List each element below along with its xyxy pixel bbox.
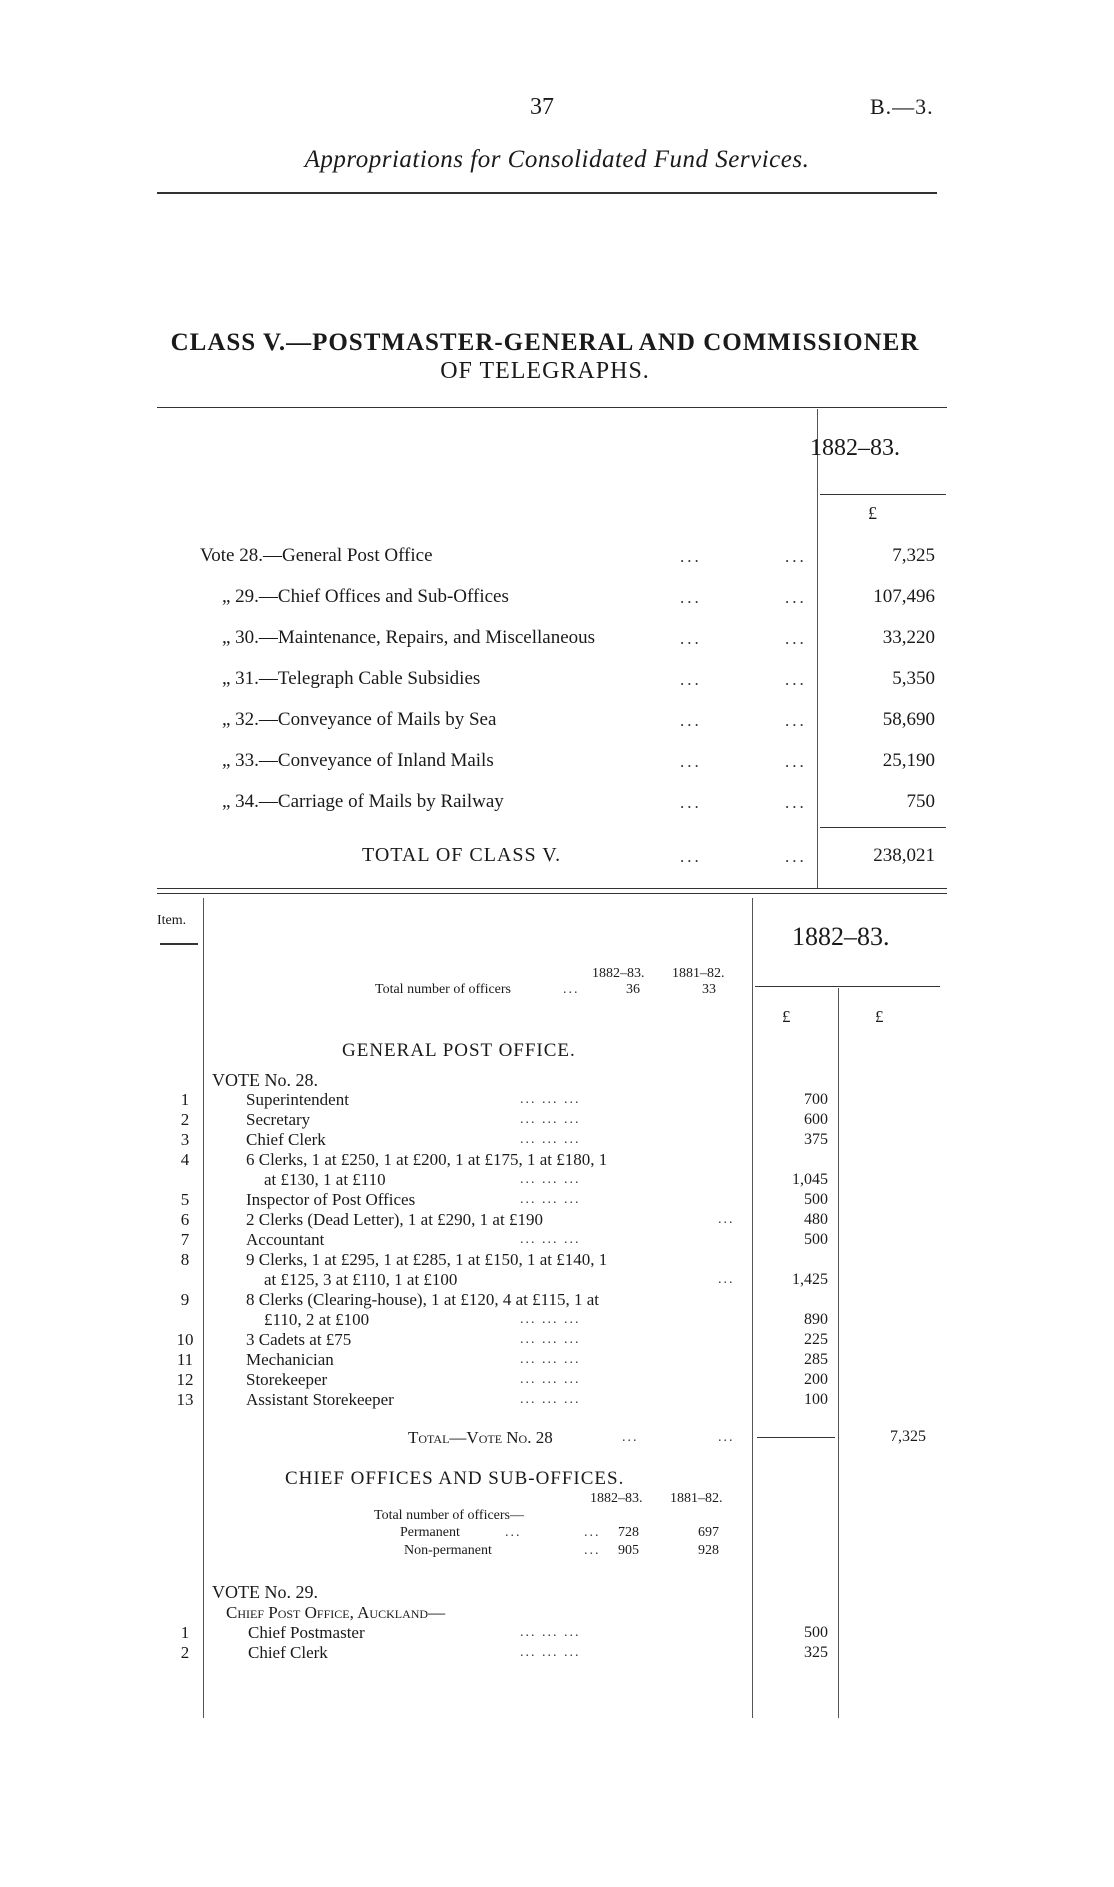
description-column-divider — [752, 898, 753, 1718]
summary-currency-symbol: £ — [868, 503, 877, 523]
officers-count-value: 928 — [698, 1543, 719, 1558]
leader-dots: ... — [505, 1525, 522, 1540]
item-amount: 100 — [804, 1391, 828, 1408]
item-number: 1 — [180, 1090, 190, 1109]
leader-dots: ... ... ... — [520, 1172, 581, 1187]
item-amount: 200 — [804, 1371, 828, 1388]
item-number: 2 — [180, 1643, 190, 1662]
summary-sum-rule — [820, 827, 946, 828]
leader-dots: ... ... ... — [520, 1645, 581, 1660]
summary-year-rule — [820, 494, 946, 495]
leader-dots: ... ... ... — [520, 1312, 581, 1327]
item-description: Chief Clerk — [246, 1130, 326, 1149]
officers-count-value: 905 — [618, 1543, 639, 1558]
item-description: 8 Clerks (Clearing-house), 1 at £120, 4 at £115, 1 at — [246, 1290, 599, 1309]
vote-total-rule — [757, 1437, 835, 1438]
leader-dots: ... — [622, 1430, 639, 1445]
item-amount: 285 — [804, 1351, 828, 1368]
summary-year-header: 1882–83. — [810, 435, 900, 461]
item-description-continued: £110, 2 at £100 — [264, 1310, 370, 1329]
item-number: 11 — [176, 1350, 194, 1369]
summary-vote-amount: 33,220 — [882, 627, 935, 648]
leader-dots: ... ... ... — [520, 1232, 581, 1247]
vote-heading: VOTE No. 29. — [212, 1582, 318, 1602]
item-number: 8 — [180, 1250, 190, 1269]
item-amount: 1,045 — [792, 1171, 828, 1188]
item-description: Chief Clerk — [248, 1643, 328, 1662]
item-number: 7 — [180, 1230, 190, 1249]
leader-dots: ... — [563, 982, 580, 997]
currency-symbol-totals: £ — [875, 1007, 884, 1026]
leader-dots: ... — [785, 793, 807, 812]
officers-count-value: 33 — [702, 982, 716, 997]
summary-vote-label: „ 34.—Carriage of Mails by Railway — [222, 791, 504, 812]
leader-dots: ... — [785, 547, 807, 566]
summary-vote-label: „ 33.—Conveyance of Inland Mails — [222, 750, 494, 771]
item-description: 6 Clerks, 1 at £250, 1 at £200, 1 at £175, 1 at £180, 1 — [246, 1150, 608, 1169]
leader-dots: ... — [680, 847, 702, 866]
item-description: Chief Postmaster — [248, 1623, 365, 1642]
summary-column-divider — [817, 409, 818, 889]
summary-vote-amount: 5,350 — [892, 668, 935, 689]
detail-year-header: 1882–83. — [792, 922, 890, 951]
item-number: 12 — [176, 1370, 194, 1389]
item-description-continued: at £125, 3 at £110, 1 at £100 — [264, 1270, 458, 1289]
leader-dots: ... ... ... — [520, 1372, 581, 1387]
summary-bottom-rule — [157, 888, 947, 889]
item-amount: 890 — [804, 1311, 828, 1328]
leader-dots: ... — [785, 629, 807, 648]
vote-heading: VOTE No. 28. — [212, 1070, 318, 1090]
summary-vote-amount: 25,190 — [882, 750, 935, 771]
leader-dots: ... — [785, 752, 807, 771]
item-description: Storekeeper — [246, 1370, 328, 1389]
officers-count-value: 697 — [698, 1525, 719, 1540]
leader-dots: ... — [718, 1212, 735, 1227]
item-description: 9 Clerks, 1 at £295, 1 at £285, 1 at £150, 1 at £140, 1 — [246, 1250, 608, 1269]
officers-count-value: 728 — [618, 1525, 639, 1540]
item-number: 9 — [180, 1290, 190, 1309]
leader-dots: ... ... ... — [520, 1392, 581, 1407]
item-amount: 500 — [804, 1231, 828, 1248]
leader-dots: ... ... ... — [520, 1352, 581, 1367]
detail-year-rule — [755, 986, 940, 987]
item-header-rule — [160, 943, 198, 945]
item-description: Assistant Storekeeper — [246, 1390, 394, 1409]
officers-year-header: 1881–82. — [670, 1491, 723, 1506]
summary-vote-label: „ 32.—Conveyance of Mails by Sea — [222, 709, 497, 730]
item-number: 13 — [176, 1390, 194, 1409]
item-amount: 500 — [804, 1191, 828, 1208]
summary-vote-label: Vote 28.—General Post Office — [200, 545, 433, 566]
item-amount: 375 — [804, 1131, 828, 1148]
header-rule — [157, 192, 937, 194]
leader-dots: ... ... ... — [520, 1332, 581, 1347]
leader-dots: ... — [785, 588, 807, 607]
office-subheading: Chief Post Office, Auckland— — [226, 1603, 446, 1622]
leader-dots: ... — [680, 588, 702, 607]
summary-vote-label: „ 29.—Chief Offices and Sub-Offices — [222, 586, 509, 607]
vote-total-amount: 7,325 — [890, 1428, 926, 1445]
summary-vote-amount: 107,496 — [873, 586, 935, 607]
vote-total-label: Total—Vote No. 28 — [408, 1428, 553, 1447]
item-amount: 500 — [804, 1624, 828, 1641]
item-number: 10 — [176, 1330, 194, 1349]
item-description: 2 Clerks (Dead Letter), 1 at £290, 1 at £190 — [246, 1210, 543, 1229]
leader-dots: ... — [680, 752, 702, 771]
section-heading-chief-offices: CHIEF OFFICES AND SUB-OFFICES. — [285, 1468, 625, 1489]
item-description: Accountant — [246, 1230, 325, 1249]
leader-dots: ... — [680, 670, 702, 689]
leader-dots: ... ... ... — [520, 1092, 581, 1107]
officers-year-header: 1882–83. — [592, 966, 645, 981]
leader-dots: ... ... ... — [520, 1112, 581, 1127]
item-description: Mechanician — [246, 1350, 334, 1369]
item-description: 3 Cadets at £75 — [246, 1330, 352, 1349]
item-number: 2 — [180, 1110, 190, 1129]
leader-dots: ... ... ... — [520, 1625, 581, 1640]
item-column-divider — [203, 898, 204, 1718]
item-amount: 600 — [804, 1111, 828, 1128]
leader-dots: ... — [785, 711, 807, 730]
leader-dots: ... ... ... — [520, 1192, 581, 1207]
summary-total-amount: 238,021 — [873, 845, 935, 866]
officers-year-header: 1881–82. — [672, 966, 725, 981]
item-amount: 700 — [804, 1091, 828, 1108]
officers-year-header: 1882–83. — [590, 1491, 643, 1506]
summary-vote-amount: 750 — [906, 791, 935, 812]
leader-dots: ... — [718, 1272, 735, 1287]
item-amount: 1,425 — [792, 1271, 828, 1288]
summary-vote-amount: 58,690 — [882, 709, 935, 730]
leader-dots: ... — [584, 1525, 601, 1540]
officer-category-label: Permanent — [400, 1525, 460, 1540]
item-number: 4 — [180, 1150, 190, 1169]
leader-dots: ... — [680, 629, 702, 648]
class-heading: CLASS V.—POSTMASTER-GENERAL AND COMMISSIONER — [170, 329, 920, 356]
officers-count-value: 36 — [626, 982, 640, 997]
item-number: 6 — [180, 1210, 190, 1229]
item-column-header: Item. — [157, 913, 187, 928]
leader-dots: ... — [785, 847, 807, 866]
item-number: 3 — [180, 1130, 190, 1149]
item-number: 1 — [180, 1623, 190, 1642]
leader-dots: ... — [680, 793, 702, 812]
item-amount: 325 — [804, 1644, 828, 1661]
running-title: Appropriations for Consolidated Fund Services. — [304, 146, 810, 173]
item-description: Secretary — [246, 1110, 311, 1129]
leader-dots: ... — [680, 547, 702, 566]
class-heading-subtitle: OF TELEGRAPHS. — [440, 358, 650, 384]
summary-top-rule — [157, 407, 947, 408]
officers-count-label: Total number of officers — [375, 982, 511, 997]
leader-dots: ... — [584, 1543, 601, 1558]
item-number: 5 — [180, 1190, 190, 1209]
leader-dots: ... ... ... — [520, 1132, 581, 1147]
item-description: Superintendent — [246, 1090, 349, 1109]
officers-count-label: Total number of officers— — [374, 1508, 524, 1523]
officer-category-label: Non-permanent — [404, 1543, 492, 1558]
page-number: 37 — [530, 94, 554, 120]
item-amount: 480 — [804, 1211, 828, 1228]
page-reference: B.—3. — [870, 94, 934, 119]
item-amount: 225 — [804, 1331, 828, 1348]
summary-vote-label: „ 31.—Telegraph Cable Subsidies — [222, 668, 481, 689]
summary-vote-label: „ 30.—Maintenance, Repairs, and Miscellaneous — [222, 627, 596, 648]
item-description-continued: at £130, 1 at £110 — [264, 1170, 386, 1189]
leader-dots: ... — [718, 1430, 735, 1445]
summary-vote-amount: 7,325 — [892, 545, 935, 566]
section-heading-gpo: GENERAL POST OFFICE. — [342, 1040, 576, 1061]
item-description: Inspector of Post Offices — [246, 1190, 416, 1209]
leader-dots: ... — [785, 670, 807, 689]
summary-total-label: TOTAL OF CLASS V. — [362, 844, 562, 866]
summary-bottom-rule-2 — [157, 893, 947, 894]
currency-symbol-items: £ — [782, 1007, 791, 1026]
leader-dots: ... — [680, 711, 702, 730]
amount-column-divider — [838, 988, 839, 1718]
